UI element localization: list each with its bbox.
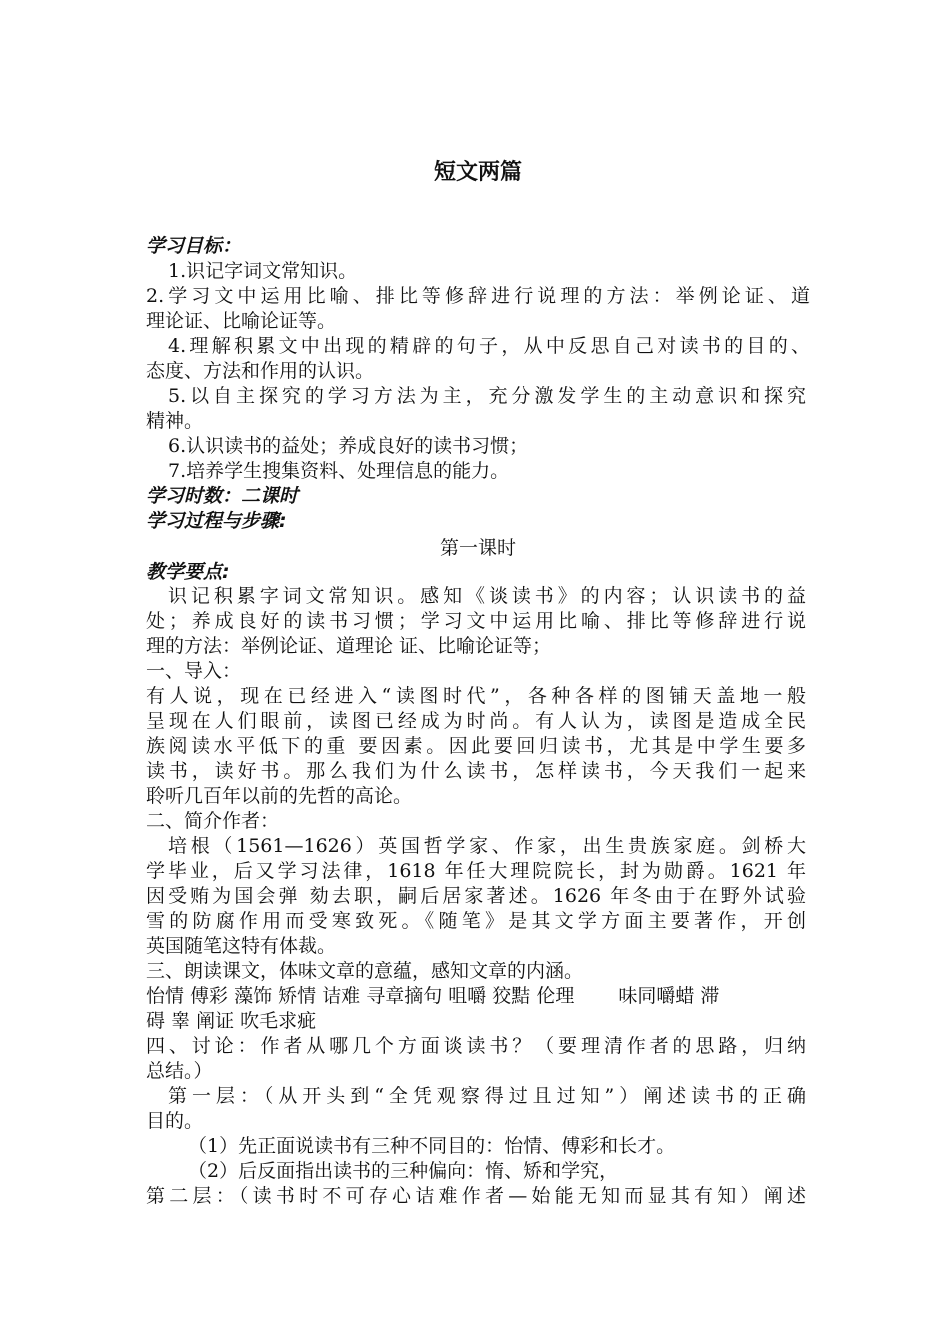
author-heading: 二、简介作者： <box>146 810 280 832</box>
goal-line: 1.识记字词文常知识。 <box>168 260 358 282</box>
vocab-line: 怡情 傅彩 藻饰 矫情 诘难 寻章摘句 咀嚼 狡黠 伦理 味同嚼蜡 滞 <box>146 985 720 1007</box>
goal-line: 4.理解积累文中出现的精辟的句子，从中反思自己对读书的目的、 <box>168 335 810 357</box>
sub-point: （1）先正面说读书有三种不同目的：怡情、傅彩和长才。 <box>188 1135 676 1157</box>
goal-line: 精神。 <box>146 410 204 432</box>
layer-line: 第一层：（从开头到“全凭观察得过且过知”）阐述读书的正确 <box>168 1085 806 1107</box>
goal-line: 5.以自主探究的学习方法为主，充分激发学生的主动意识和探究 <box>168 385 806 407</box>
key-points-line: 识记积累字词文常知识。感知《谈读书》的内容；认识读书的益 <box>168 585 806 607</box>
sub-point: （2）后反面指出读书的三种偏向：惰、矫和学究， <box>188 1160 619 1182</box>
author-line: 雪的防腐作用而受寒致死。《随笔》是其文学方面主要著作，开创 <box>146 910 806 932</box>
author-line: 培根（1561—1626）英国哲学家、作家，出生贵族家庭。剑桥大 <box>168 835 806 857</box>
hours-heading: 学习时数：二课时 <box>146 485 299 507</box>
goal-line: 理论证、比喻论证等。 <box>146 310 337 332</box>
key-points-line: 理的方法：举例论证、道理论 证、比喻论证等； <box>146 635 552 657</box>
goals-heading: 学习目标： <box>146 235 242 257</box>
key-points-line: 处；养成良好的读书习惯；学习文中运用比喻、排比等修辞进行说 <box>146 610 806 632</box>
intro-heading: 一、导入： <box>146 660 242 682</box>
discuss-line: 总结。） <box>146 1060 213 1082</box>
lesson-heading: 第一课时 <box>439 537 516 559</box>
intro-line: 读书，读好书。那么我们为什么读书，怎样读书，今天我们一起来 <box>146 760 806 782</box>
read-heading: 三、朗读课文，体味文章的意蕴，感知文章的内涵。 <box>146 960 584 982</box>
vocab-line: 碍 睾 阐证 吹毛求疵 <box>146 1010 317 1032</box>
discuss-line: 四、讨论：作者从哪几个方面谈读书？（要理清作者的思路，归纳 <box>146 1035 806 1057</box>
goal-line: 态度、方法和作用的认识。 <box>146 360 375 382</box>
document-title: 短文两篇 <box>433 160 522 185</box>
key-points-heading: 教学要点: <box>146 561 230 583</box>
author-line: 英国随笔这特有体裁。 <box>146 935 337 957</box>
goal-line: 7.培养学生搜集资料、处理信息的能力。 <box>168 460 510 482</box>
layer-line: 目的。 <box>146 1110 204 1132</box>
intro-line: 呈现在人们眼前，读图已经成为时尚。有人认为，读图是造成全民 <box>146 710 806 732</box>
intro-line: 有人说，现在已经进入“读图时代”，各种各样的图铺天盖地一般 <box>146 685 806 707</box>
goal-line: 6.认识读书的益处；养成良好的读书习惯； <box>168 435 529 457</box>
author-line: 因受贿为国会弹 劾去职，嗣后居家著述。1626 年冬由于在野外试验 <box>146 885 806 907</box>
process-heading: 学习过程与步骤: <box>146 510 287 532</box>
intro-line: 族阅读水平低下的重 要因素。因此要回归读书，尤其是中学生要多 <box>146 735 806 757</box>
author-line: 学毕业，后又学习法律，1618 年任大理院院长，封为勋爵。1621 年 <box>146 860 806 882</box>
goal-line: 2.学习文中运用比喻、排比等修辞进行说理的方法：举例论证、道 <box>146 285 810 307</box>
intro-line: 聆听几百年以前的先哲的高论。 <box>146 785 413 807</box>
layer-line: 第二层：（读书时不可存心诘难作者—始能无知而显其有知）阐述 <box>146 1185 806 1207</box>
